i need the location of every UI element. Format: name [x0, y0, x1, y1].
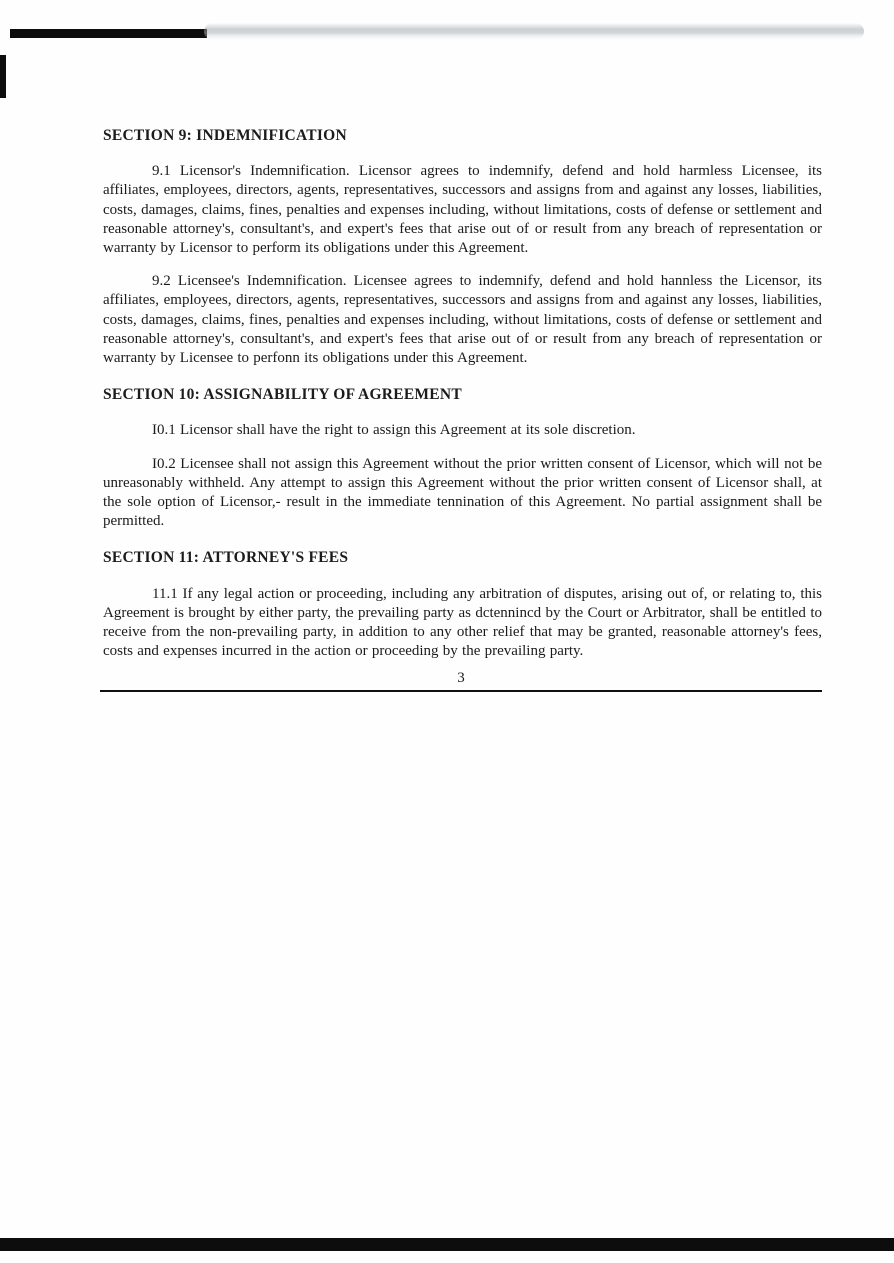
paragraph-10-2: I0.2 Licensee shall not assign this Agreement without the prior written consent of Licensor, which will not be unreasonably withheld. Any attempt to assign this Agreement without the prior written consent of Licensor shall, at the sole option of Licensor,- result in the immediate tennination of this Agreement. No partial assignment shall be permitted. [103, 455, 822, 530]
section-9-heading: SECTION 9: INDEMNIFICATION [103, 127, 347, 144]
paragraph-10-1: I0.1 Licensor shall have the right to assign this Agreement at its sole discretion. [152, 422, 636, 439]
scan-artifact-gray-strip [204, 23, 864, 40]
scan-artifact-bottom-black-bar [0, 1238, 894, 1251]
scan-artifact-left-edge-mark [0, 55, 6, 98]
section-10-heading: SECTION 10: ASSIGNABILITY OF AGREEMENT [103, 386, 462, 404]
page-number: 3 [457, 670, 465, 686]
paragraph-9-2: 9.2 Licensee's Indemnification. Licensee agrees to indemnify, defend and hold hannless the Licensor, its affiliates, employees, directors, agents, representatives, successors and assigns from and against any losses, liabilities, costs, damages, claims, fines, penalties and expenses including, without limitations, costs of defense or settlement and reasonable attorney's, consultant's, and expert's fees that arise out of or result from any breach of representation or warranty by Licensee to perfonn its obligations under this Agreement. [103, 273, 822, 367]
section-11-heading: SECTION 11: ATTORNEY'S FEES [103, 549, 349, 567]
paragraph-11-1: 11.1 If any legal action or proceeding, including any arbitration of disputes, arising out of, or relating to, this Agreement is brought by either party, the prevailing party as dctennincd by the Court or Arbitrator, shall be entitled to receive from the non-prevailing party, in addition to any other relief that may be granted, reasonable attorney's fees, costs and expenses incurred in the action or proceeding by the prevailing party. [103, 585, 822, 660]
scan-artifact-top-black-bar [10, 29, 207, 38]
footer-rule [100, 690, 822, 692]
paragraph-9-1: 9.1 Licensor's Indemnification. Licensor agrees to indemnify, defend and hold harmless Licensee, its affiliates, employees, directors, agents, representatives, successors and assigns from and against any losses, liabilities, costs, damages, claims, fines, penalties and expenses including, without limitations, costs of defense or settlement and reasonable attorney's, consultant's, and expert's fees that arise out of or result from any breach of representation or warranty by Licensor to perform its obligations under this Agreement. [103, 163, 822, 257]
document-body [103, 126, 822, 661]
